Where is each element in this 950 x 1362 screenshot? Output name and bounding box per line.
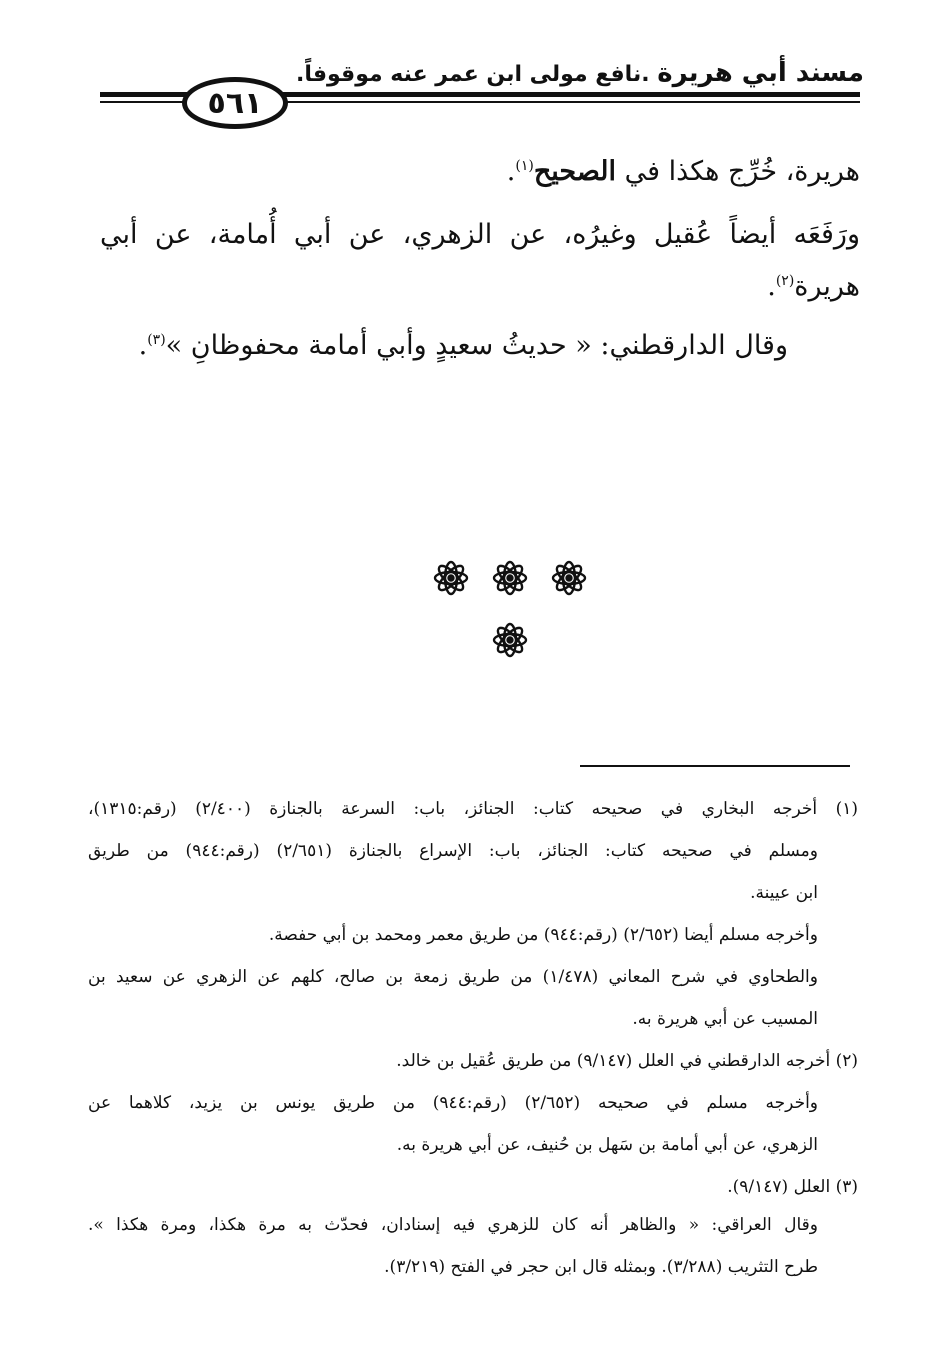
footnote-separator xyxy=(580,765,850,767)
footnote-ref-2[interactable]: (٢) xyxy=(775,273,795,289)
body-text: وقال الدارقطني: « حديثُ سعيدٍ وأبي أمامة محفوظانِ » xyxy=(165,330,788,361)
footnote-2-line-3: الزهري، عن أبي أمامة بن سَهل بن حُنيف، عن أبي هريرة به. xyxy=(396,1135,818,1155)
footnote-2-line-1: (٢) أخرجه الدارقطني في العلل (٩/١٤٧) من طريق عُقيل بن خالد. xyxy=(396,1051,858,1071)
page-number-text: ٥٦١ xyxy=(207,85,263,121)
footnote-ref-3[interactable]: (٣) xyxy=(147,332,166,348)
floral-ornament-icon xyxy=(428,555,474,601)
floral-ornament-icon xyxy=(546,555,592,601)
body-text: هريرة xyxy=(794,271,860,302)
footnote-3-line-1: (٣) العلل (٩/١٤٧). xyxy=(727,1177,858,1197)
body-text: هريرة، خُرِّج هكذا في xyxy=(624,156,860,187)
body-text-end: . xyxy=(506,156,516,187)
body-bold-term: الصحيح xyxy=(533,156,616,187)
floral-ornament-icon xyxy=(487,555,533,601)
footnote-3-line-3: طرح التثريب (٣/٢٨٨). وبمثله قال ابن حجر في الفتح (٣/٢١٩). xyxy=(384,1257,818,1277)
footnote-1-line-2: ومسلم في صحيحه كتاب: الجنائز، باب: الإسراع بالجنازة (٢/٦٥١) (رقم:٩٤٤) من طريق xyxy=(88,841,819,861)
footnote-ref-1[interactable]: (١) xyxy=(515,158,534,174)
footnote-1-line-4: وأخرجه مسلم أيضا (٢/٦٥٢) (رقم:٩٤٤) من طريق معمر ومحمد بن أبي حفصة. xyxy=(268,925,818,945)
body-text: ورَفَعَه أيضاً عُقيل وغيرُه، عن الزهري، عن أبي أُمامة، عن أبي xyxy=(100,219,860,250)
body-line-4 xyxy=(139,326,788,366)
body-line-1 xyxy=(507,152,860,192)
body-line-2 xyxy=(100,215,860,255)
body-text-end: . xyxy=(767,271,776,302)
footnote-1-line-6: المسيب عن أبي هريرة به. xyxy=(632,1009,818,1029)
footnote-2-line-2: وأخرجه مسلم في صحيحه (٢/٦٥٢) (رقم:٩٤٤) من طريق يونس بن يزيد، كلاهما عن xyxy=(88,1093,819,1113)
section-ornaments xyxy=(0,555,950,675)
body-line-3 xyxy=(767,267,860,307)
footnote-1-line-1: (١) أخرجه البخاري في صحيحه كتاب: الجنائز، باب: السرعة بالجنازة (٢/٤٠٠) (رقم:١٣١٥)، xyxy=(88,799,859,819)
body-text-end: . xyxy=(138,330,148,361)
footnote-1-line-5: والطحاوي في شرح المعاني (١/٤٧٨) من طريق زمعة بن صالح، كلهم عن الزهري عن سعيد بن xyxy=(88,967,818,987)
page-number xyxy=(182,77,288,129)
running-header xyxy=(295,58,864,90)
footnote-3-line-2: وقال العراقي: « والظاهر أنه كان للزهري فيه إسنادان، فحدّث به مرة هكذا، ومرة هكذا ». xyxy=(88,1215,818,1235)
floral-ornament-icon xyxy=(487,617,533,663)
footnote-1-line-3: ابن عيينة. xyxy=(750,883,818,903)
header-title-strong: مسند أبي هريرة xyxy=(657,58,864,88)
header-title-rest: .نافع مولى ابن عمر عنه موقوفاً. xyxy=(295,62,650,87)
